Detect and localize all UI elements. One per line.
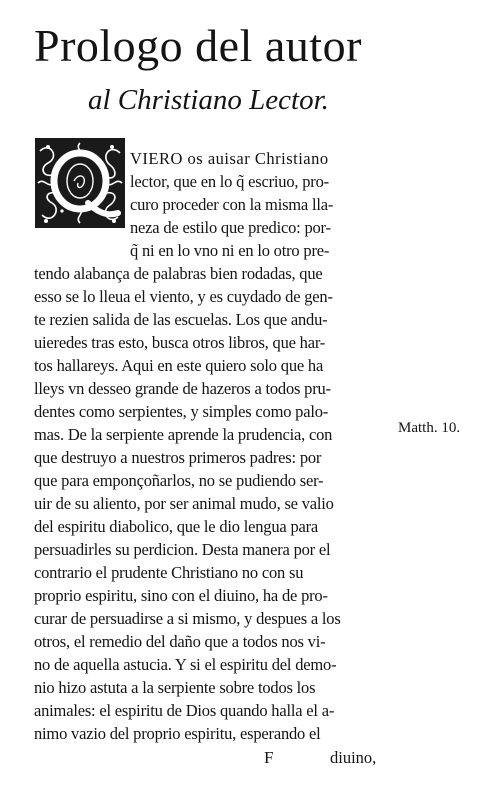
body-line-13: mas. De la serpiente aprende la prudencia, con <box>34 425 333 444</box>
signature-mark: F <box>264 748 274 767</box>
body-line-11: lleys vn desseo grande de hazeros a todos pru- <box>34 379 331 398</box>
body-line-16: uir de su aliento, por ser animal mudo, se valio <box>34 494 334 513</box>
body-line-14: que destruyo a nuestros primeros padres: por <box>34 448 322 467</box>
body-line-19: contrario el prudente Christiano no con su <box>34 563 304 582</box>
body-line-2: lector, que en lo q̃ escriuo, pro- <box>130 172 329 191</box>
body-line-18: persuadirles su perdicion. Desta manera por el <box>34 540 331 559</box>
body-line-8: te rezien salida de las escuelas. Los que andu- <box>34 310 328 329</box>
body-line-9: uieredes tras esto, busca otros libros, que har- <box>34 333 326 352</box>
body-line-26: nimo vazio del proprio espiritu, esperando el <box>34 724 321 743</box>
prologue-title: Prologo del autor <box>34 20 362 71</box>
body-line-4: neza de estilo que predico: por- <box>130 218 331 237</box>
prologue-subtitle: al Christiano Lector. <box>88 84 329 116</box>
body-line-10: tos hallareys. Aqui en este quiero solo que ha <box>34 356 324 375</box>
body-line-7: esso se lo lleua el viento, y es cuydado de gen- <box>34 287 333 306</box>
body-line-12: dentes como serpientes, y simples como palo- <box>34 402 329 421</box>
body-line-5: q̃ ni en lo vno ni en lo otro pre- <box>130 241 330 260</box>
body-line-24: nio hizo astuta a la serpiente sobre todos los <box>34 678 316 697</box>
body-line-21: curar de persuadirse a si mismo, y despues a los <box>34 609 341 628</box>
margin-reference-note: Matth. 10. <box>398 420 461 436</box>
body-line-23: no de aquella astucia. Y si el espiritu del demo- <box>34 655 337 674</box>
body-line-25: animales: el espiritu de Dios quando halla el a- <box>34 701 335 720</box>
body-line-22: otros, el remedio del daño que a todos nos vi- <box>34 632 326 651</box>
body-line-20: proprio espiritu, sino con el diuino, ha de pro- <box>34 586 328 605</box>
body-line-6: tendo alabança de palabras bien rodadas, que <box>34 264 323 283</box>
body-line-3: curo proceder con la misma lla- <box>130 195 334 214</box>
body-line-15: que para emponçoñarlos, no se pudiendo ser- <box>34 471 324 490</box>
body-line-1: VIERO os auisar Christiano <box>130 149 329 168</box>
body-line-17: del espiritu diabolico, que le dio lengua para <box>34 517 319 536</box>
catchword: diuino, <box>330 748 377 767</box>
